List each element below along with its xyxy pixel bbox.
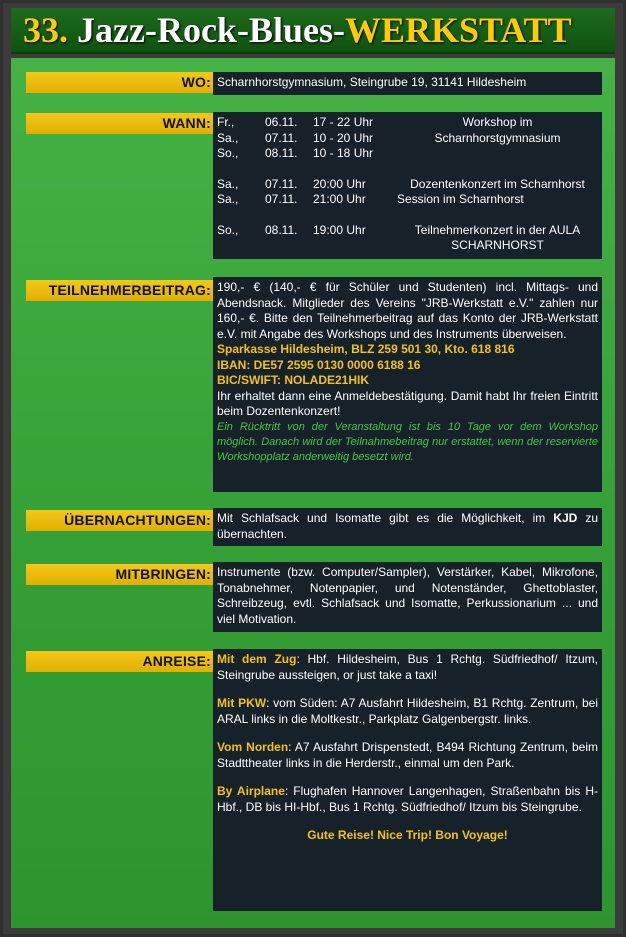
travel-north [217, 740, 598, 771]
schedule-row [217, 177, 598, 193]
travel-train [217, 652, 598, 683]
date: 07.11. [265, 176, 298, 191]
travel-car-text: : vom Süden: A7 Ausfahrt Hildesheim, B1 Rchtg. Zentrum, bei ARAL links in die Moltkestr., Parkplatz Galgenbergstr. links. [217, 696, 598, 726]
travel-north-text: : A7 Ausfahrt Drispenstedt, B494 Richtung Zentrum, beim Stadttheater links in die Herderstr., einmal um den Park. [217, 740, 598, 770]
title-main: Jazz-Rock-Blues- [77, 10, 345, 50]
schedule-row [217, 192, 598, 208]
box-anreise [213, 649, 602, 911]
event: Workshop im [462, 115, 533, 129]
page-title [23, 10, 572, 50]
day: Sa., [217, 130, 239, 145]
event: Teilnehmerkonzert in der AULA [414, 222, 581, 237]
title-highlight: WERKSTATT [344, 10, 572, 50]
kjd-label: KJD [553, 511, 578, 525]
iban: IBAN: DE57 2595 0130 0000 6188 16 [217, 357, 421, 372]
event: SCHARNHORST [451, 238, 544, 252]
bank-details: Sparkasse Hildesheim, BLZ 259 501 30, Kto. 618 816 [217, 342, 515, 356]
content-panel [11, 58, 615, 928]
time: 10 - 18 Uhr [313, 146, 374, 160]
schedule-row [217, 223, 598, 239]
label-mitbringen: MITBRINGEN: [26, 564, 217, 585]
closing-greeting: Gute Reise! Nice Trip! Bon Voyage! [307, 828, 508, 842]
label-wo: WO: [26, 72, 217, 93]
confirmation-text: Ihr erhaltet dann eine Anmeldebestätigung. Damit habt Ihr freien Eintritt beim Dozentenkonzert! [217, 388, 598, 418]
event: Scharnhorstgymnasium [434, 130, 561, 145]
travel-north-heading: Vom Norden [217, 740, 289, 754]
day: So., [217, 222, 239, 237]
date: 07.11. [265, 192, 298, 206]
box-uebernachtungen [213, 508, 602, 546]
location-text: Scharnhorstgymnasium, Steingrube 19, 31141 Hildesheim [217, 75, 527, 89]
bring-list: Instrumente (bzw. Computer/Sampler), Verstärker, Kabel, Mikrofone, Tonabnehmer, Notenpapier, und Notenständer, Ghettoblaster, Schreibzeug, evtl. Schlafsack und Isomatte, Perkussionarium ... und viel Motivation. [217, 565, 598, 626]
time: 10 - 20 Uhr [313, 130, 374, 145]
time: 20:00 Uhr [313, 176, 366, 191]
event: Dozentenkonzert im Scharnhorst [410, 176, 585, 191]
box-teilnehmerbeitrag [213, 277, 602, 492]
accommodation-text: Mit Schlafsack und Isomatte gibt es die Möglichkeit, im [217, 511, 554, 525]
event: Session im Scharnhorst [397, 192, 524, 206]
day: Sa., [217, 192, 239, 206]
time: 19:00 Uhr [313, 222, 366, 237]
date: 08.11. [265, 146, 298, 160]
label-uebernachtungen: ÜBERNACHTUNGEN: [26, 510, 217, 531]
day: So., [217, 146, 239, 160]
schedule-row [217, 238, 598, 254]
day [217, 238, 265, 254]
schedule-row [217, 131, 598, 147]
schedule-row [217, 146, 598, 162]
date [265, 238, 313, 254]
box-mitbringen [213, 562, 602, 632]
label-wann: WANN: [26, 113, 217, 134]
box-wo [213, 72, 602, 95]
time [313, 238, 397, 254]
travel-airplane [217, 784, 598, 815]
box-wann [213, 112, 602, 259]
travel-airplane-text: : Flughafen Hannover Langenhagen, Straßenbahn bis H-Hbf., DB bis HI-Hbf., Bus 1 Rchtg. Südfriedhof/ Itzum bis Steingrube. [217, 784, 598, 814]
cancellation-note: Ein Rücktritt von der Veranstaltung ist bis 10 Tage vor dem Workshop möglich. Danach wird der Teilnahmebeitrag nur erstattet, wenn der reservierte Workshopplatz anderweitig besetzt wird. [217, 420, 598, 463]
day: Fr., [217, 115, 235, 129]
day: Sa., [217, 176, 239, 191]
date: 08.11. [265, 222, 298, 237]
title-bar [11, 8, 615, 54]
travel-train-heading: Mit dem Zug [217, 652, 297, 666]
edition-number: 33. [23, 10, 68, 50]
travel-car [217, 696, 598, 727]
time: 17 - 22 Uhr [313, 115, 374, 129]
time: 21:00 Uhr [313, 192, 366, 206]
fee-text: 190,- € (140,- € für Schüler und Studenten) incl. Mittags- und Abendsnack. Mitglieder des Vereins "JRB-Werkstatt e.V." zahlen nur 160,- €. Bitte den Teilnehmerbeitrag auf das Konto der JRB-Werkstatt e.V. mit Angabe des Workshops und des Instruments überweisen. [217, 280, 598, 341]
label-teilnehmerbeitrag: TEILNEHMERBEITRAG: [26, 280, 217, 301]
accommodation-text-end: zu übernachten. [217, 511, 599, 541]
travel-train-text: : Hbf. Hildesheim, Bus 1 Rchtg. Südfriedhof/ Itzum, Steingrube aussteigen, or just take a taxi! [217, 652, 598, 682]
label-anreise: ANREISE: [26, 651, 217, 672]
bic: BIC/SWIFT: NOLADE21HIK [217, 373, 370, 387]
schedule-row [217, 115, 598, 131]
date: 06.11. [265, 115, 298, 129]
date: 07.11. [265, 130, 298, 145]
travel-car-heading: Mit PKW [217, 696, 267, 710]
event [397, 146, 598, 162]
travel-airplane-heading: By Airplane [217, 784, 285, 798]
